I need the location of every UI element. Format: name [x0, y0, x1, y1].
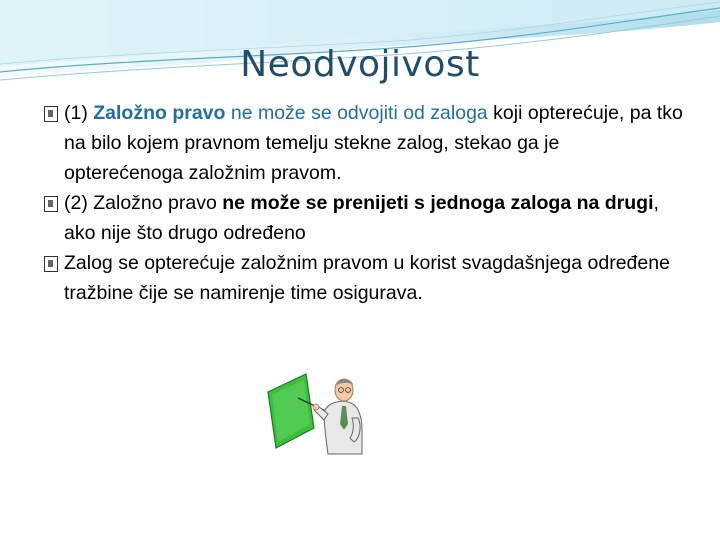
item-text-emphasis: Založno pravo [93, 102, 226, 124]
bullet-icon [44, 196, 58, 212]
list-item [44, 98, 684, 188]
list-item [44, 188, 684, 248]
item-text-plain: koji opterećuje, pa tko na bilo kojem pravnom temelju stekne zalog, stekao ga je opterećenoga založnim pravom. [64, 102, 683, 184]
teacher-pointing-at-board-icon [262, 368, 372, 460]
slide-title: Neodvojivost [240, 44, 480, 85]
item-text-plain: Zalog se opterećuje založnim pravom u korist svagdašnjega određene tražbine čije se namirenje time osigurava. [64, 252, 670, 304]
item-text-highlight: ne može se odvojiti od zaloga [225, 102, 488, 124]
item-text-plain: (2) Založno pravo [64, 192, 223, 214]
item-text-plain: (1) [64, 102, 94, 124]
bullet-list [44, 98, 684, 308]
bullet-icon [44, 106, 58, 122]
bullet-icon [44, 256, 58, 272]
item-text-plain: , ako nije što drugo određeno [64, 192, 659, 244]
item-text-emphasis: ne može se prenijeti s jednoga zaloga na drugi [222, 192, 654, 214]
list-item [44, 248, 684, 308]
